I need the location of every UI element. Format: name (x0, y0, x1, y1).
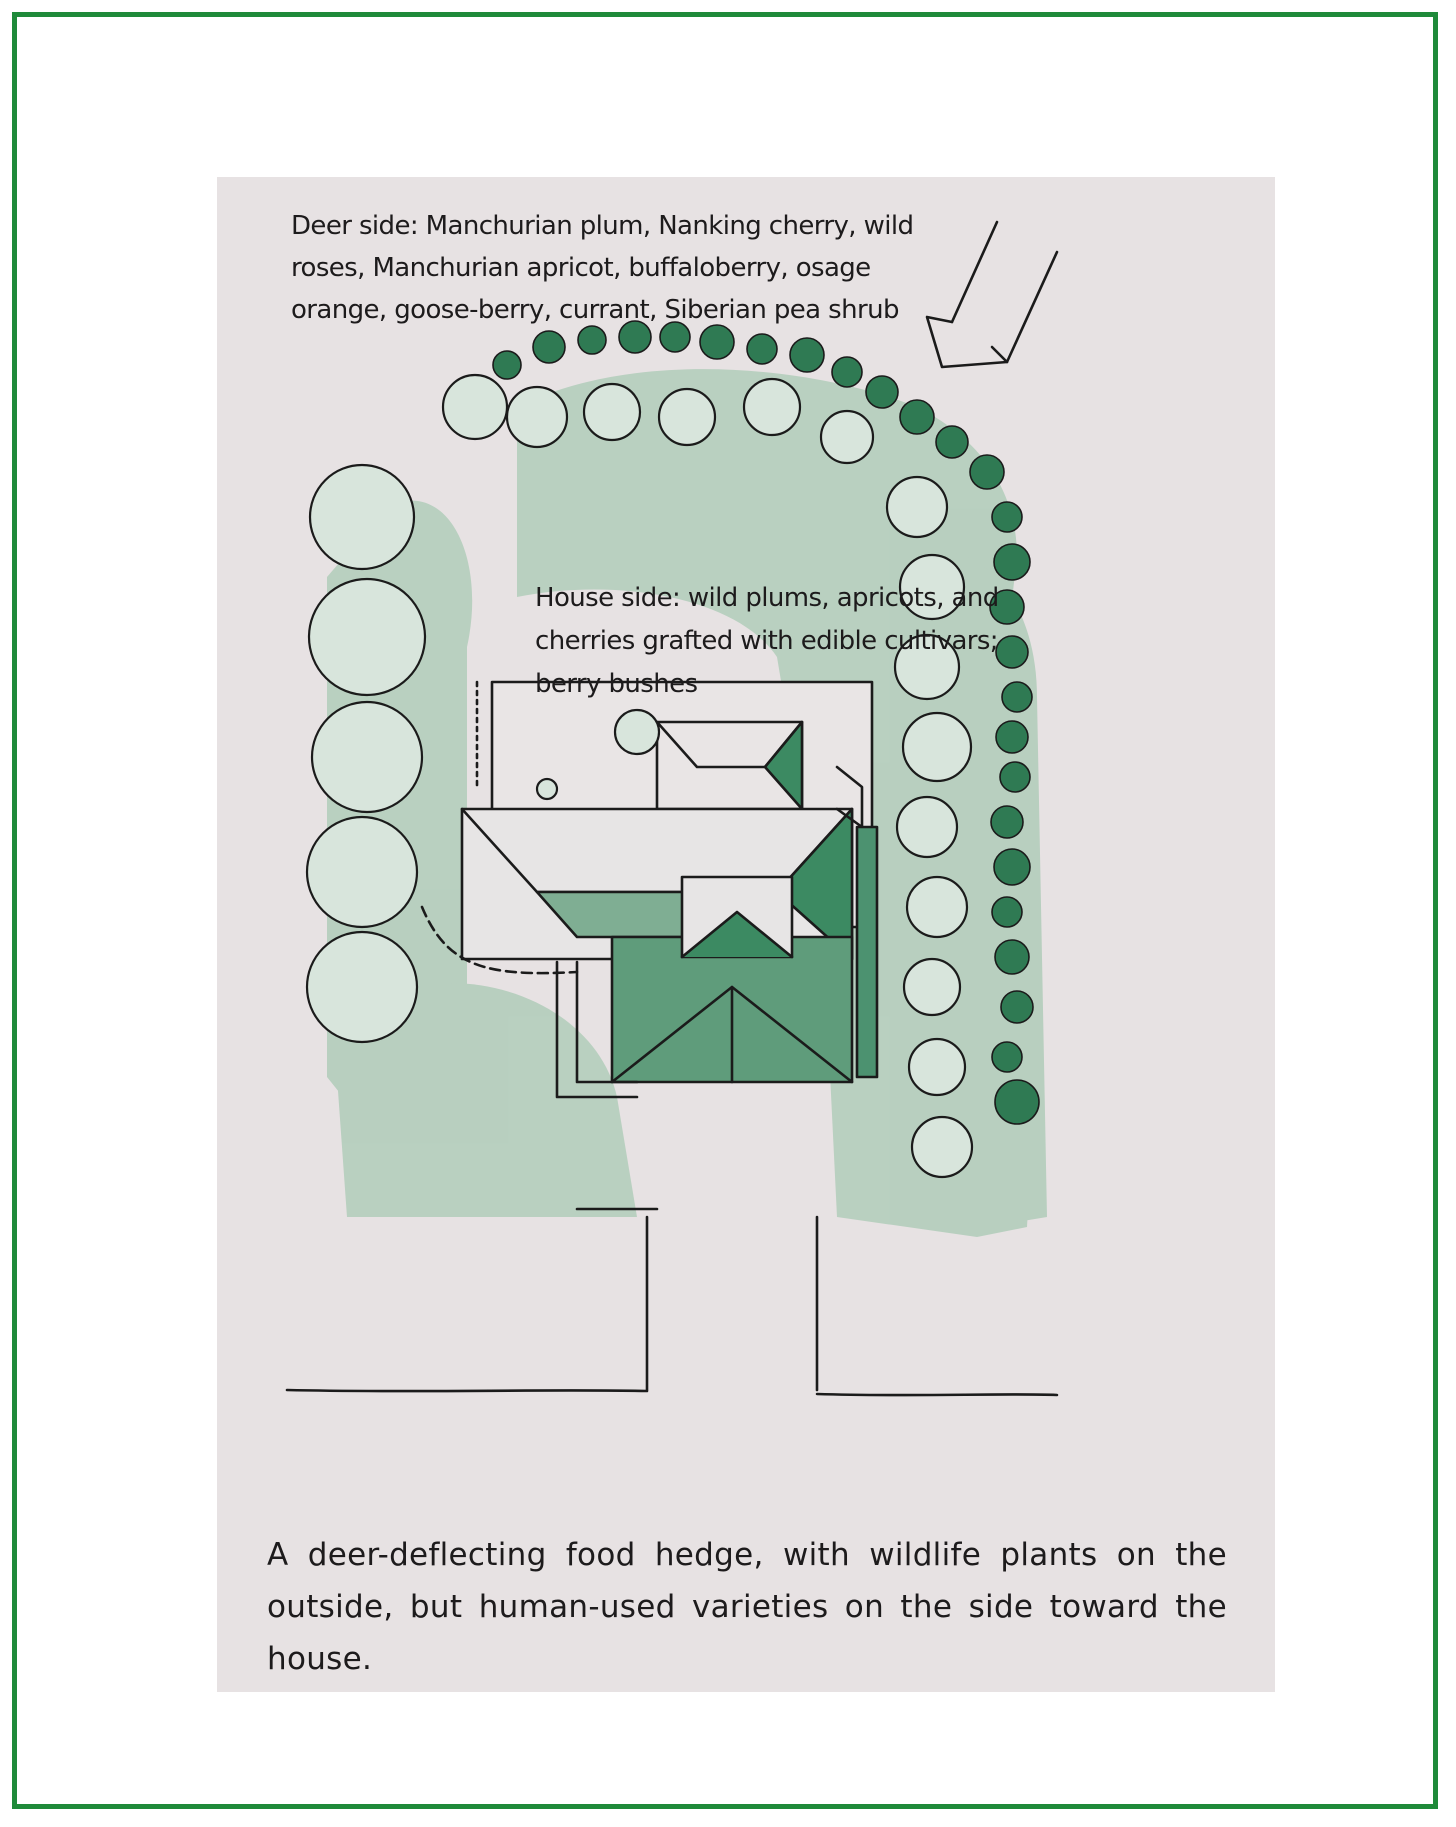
image-frame (12, 12, 1438, 1809)
figure-caption: A deer-deflecting food hedge, with wildlife plants on the outside, but human-used varieties on the side toward the house. (267, 1537, 1227, 1677)
property-lines (287, 1209, 1057, 1395)
book-page (217, 177, 1275, 1692)
deer-side-label: Deer side: Manchurian plum, Nanking cherry, wild roses, Manchurian apricot, buffaloberry, osage orange, goose-berry, currant, Siberian pea shrub (291, 211, 914, 325)
garden-diagram (217, 177, 1275, 1692)
house-side-label: House side: wild plums, apricots, and cherries grafted with edible cultivars; berry bushes (535, 583, 999, 699)
